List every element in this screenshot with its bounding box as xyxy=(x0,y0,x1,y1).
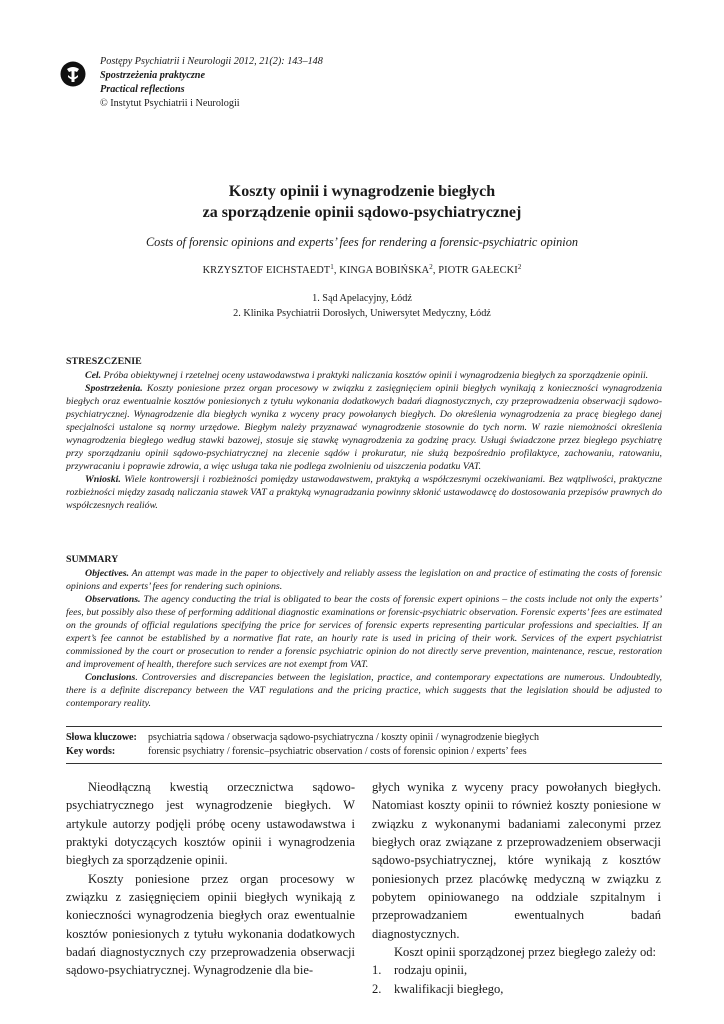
abstract-pl-aim: Cel. Próba obiektywnej i rzetelnej oceny ustawodawstwa i praktyki naliczania kosztów opinii i wynagrodzenia biegłych za sporządzenie opinii. xyxy=(85,370,649,381)
paper-title xyxy=(0,181,724,223)
section-en: Practical reflections xyxy=(100,84,185,95)
title-line-2: za sporządzenie opinii sądowo-psychiatrycznej xyxy=(202,204,522,221)
authors: KRZYSZTOF EICHSTAEDT$^1$, KINGA BOBIŃSKA$^2$, PIOTR GAŁECKI$^2$ xyxy=(202,263,522,276)
abstract-en-observations: Observations. The agency conducting the trial is obligated to bear the costs of forensic expert opinions – the costs include not only the experts’ fees, but possibly also these of performing additional diagnostic examinations or forensic-psychiatric observation. Forensic experts’ fees are estimated on the grounds of official regulations specifying the price for services of forensic experts representing particular professions and specialties. If an expert’s fee cannot be established by a normative flat rate, an hourly rate is used in pricing of their work. Services of the expert psychiatrist commissioned by the court or prosecution to render a forensic psychiatric opinion do not directly serve prevention, maintenance, rescue, restoration and improvement of health, therefore such services are not exempt from VAT. xyxy=(66,594,662,671)
author-3-affil: 2 xyxy=(517,263,522,271)
english-title: Costs of forensic opinions and experts’ fees for rendering a forensic-psychiatric opinion xyxy=(145,235,579,249)
abstract-pl-heading: STRESZCZENIE xyxy=(66,356,142,367)
affiliation-1: 1. Sąd Apelacyjny, Łódź xyxy=(312,293,412,304)
body-paragraph: Nieodłączną kwestią orzecznictwa sądowo-psychiatrycznego jest wynagrodzenie biegłych. W artykule autorzy podjęli próbę oceny ustawodawstwa i praktyki dotyczących kosztów opinii i wynagrodzenia biegłych za sporządzenie opinii. xyxy=(66,780,355,868)
keywords-box xyxy=(66,726,662,764)
institute-logo-icon xyxy=(60,61,86,87)
body-column-1 xyxy=(66,778,355,980)
abstract-pl-observations: Spostrzeżenia. Koszty poniesione przez organ procesowy w związku z zasięgnięciem opinii biegłych wynikają z konieczności wynagrodzenia biegłych oraz ewentualnie kosztów poniesionych z tytułu wykonania dodatkowych badań diagnostycznych, czy przeprowadzenia obserwacji sądowo-psychiatrycznej. Wynagrodzenie dla biegłych wynika z wyceny pracy powołanych biegłych. Do określenia wynagrodzenia za pracę biegłego danej specjalności ustalone są normy urzędowe. Biegłym należy przyznawać wynagrodzenie stosownie do tych norm. W razie niemożności określenia wynagrodzenia biegłego według stawki bazowej, stosuje się stawkę wynagrodzenia za godzinę pracy. Usługi świadczone przez biegłego psychiatrę przy sporządzaniu opinii sądowo-psychiatrycznej na zlecenie sądów i prokuratur, nie służą bezpośrednio profilaktyce, zachowaniu, ratowaniu, przywracaniu i poprawie zdrowia, a więc usługa taka nie podlega zwolnieniu od uiszczenia podatku VAT. xyxy=(66,383,662,473)
abstract-en-conclusions: Conclusions. Controversies and discrepancies between the legislation, practice, and contemporary expectations are numerous. Undoubtedly, there is a definite discrepancy between the VAT regulations and the pricing practice, which suggests that the legislation should be adjusted to contemporary reality. xyxy=(66,672,662,710)
author-3: PIOTR GAŁECKI xyxy=(438,265,518,276)
body-paragraph: Koszt opinii sporządzonej przez biegłego zależy od: xyxy=(394,945,656,960)
title-line-1: Koszty opinii i wynagrodzenie biegłych xyxy=(228,183,496,200)
abstract-pl-conclusions: Wnioski. Wiele kontrowersji i rozbieżności pomiędzy ustawodawstwem, praktyką a współczesnymi oczekiwaniami. Bez wątpliwości, praktyczne rozbieżności między zasadą naliczania stawek VAT a praktyką wynagradzania powinny skłonić ustawodawcę do dostosowania przepisów prawnych do współczesnych realiów. xyxy=(66,474,662,512)
body-paragraph: głych wynika z wyceny pracy powołanych biegłych. Natomiast koszty opinii to również koszty poniesione w związku z wykonanymi badaniami zaleconymi przez biegłych oraz związane z przeprowadzeniem obserwacji sądowo-psychiatrycznej, które wynikają z kosztów poniesionych przez placówkę medyczną w związku z pobytem opiniowanego na oddziale szpitalnym i przeprowadzaniem ewentualnych badań diagnostycznych. xyxy=(372,780,661,941)
affiliation-2: 2. Klinika Psychiatrii Dorosłych, Uniwersytet Medyczny, Łódź xyxy=(233,308,491,319)
abstract-en-objectives: Objectives. An attempt was made in the paper to objectively and reliably assess the legislation on and practice of estimating the costs of forensic opinions and experts’ fees for rendering such opinions. xyxy=(66,568,662,593)
copyright: © Instytut Psychiatrii i Neurologii xyxy=(100,98,240,109)
author-1-affil: 1 xyxy=(330,263,334,271)
abstract-en-heading: SUMMARY xyxy=(66,554,119,565)
section-pl: Spostrzeżenia praktyczne xyxy=(100,70,205,81)
abstract-pl xyxy=(66,355,662,513)
body-column-2 xyxy=(372,778,661,998)
author-2-affil: 2 xyxy=(429,263,433,271)
keywords-en: Key words: forensic psychiatry / forensic–psychiatric observation / costs of forensic opinion / experts’ fees xyxy=(66,745,527,757)
author-1: KRZYSZTOF EICHSTAEDT xyxy=(202,265,331,276)
list-item: 1. rodzaju opinii, xyxy=(372,963,468,978)
affiliations xyxy=(0,291,724,321)
author-2: KINGA BOBIŃSKA xyxy=(339,265,430,276)
journal-citation: Postępy Psychiatrii i Neurologii 2012, 21(2): 143–148 xyxy=(100,56,323,67)
abstract-en xyxy=(66,553,662,711)
body-paragraph: Koszty poniesione przez organ procesowy w związku z zasięgnięciem opinii biegłych wynikają z konieczności wynagrodzenia biegłych oraz ewentualnie kosztów poniesionych z tytułu wykonania dodatkowych badań diagnostycznych czy przeprowadzenia obserwacji sądowo-psychiatrycznej. Wynagrodzenie dla bie- xyxy=(66,871,355,978)
keywords-pl: Słowa kluczowe: psychiatria sądowa / obserwacja sądowo-psychiatryczna / koszty opinii / wynagrodzenie biegłych xyxy=(66,732,539,743)
list-item: 2. kwalifikacji biegłego, xyxy=(372,981,504,996)
